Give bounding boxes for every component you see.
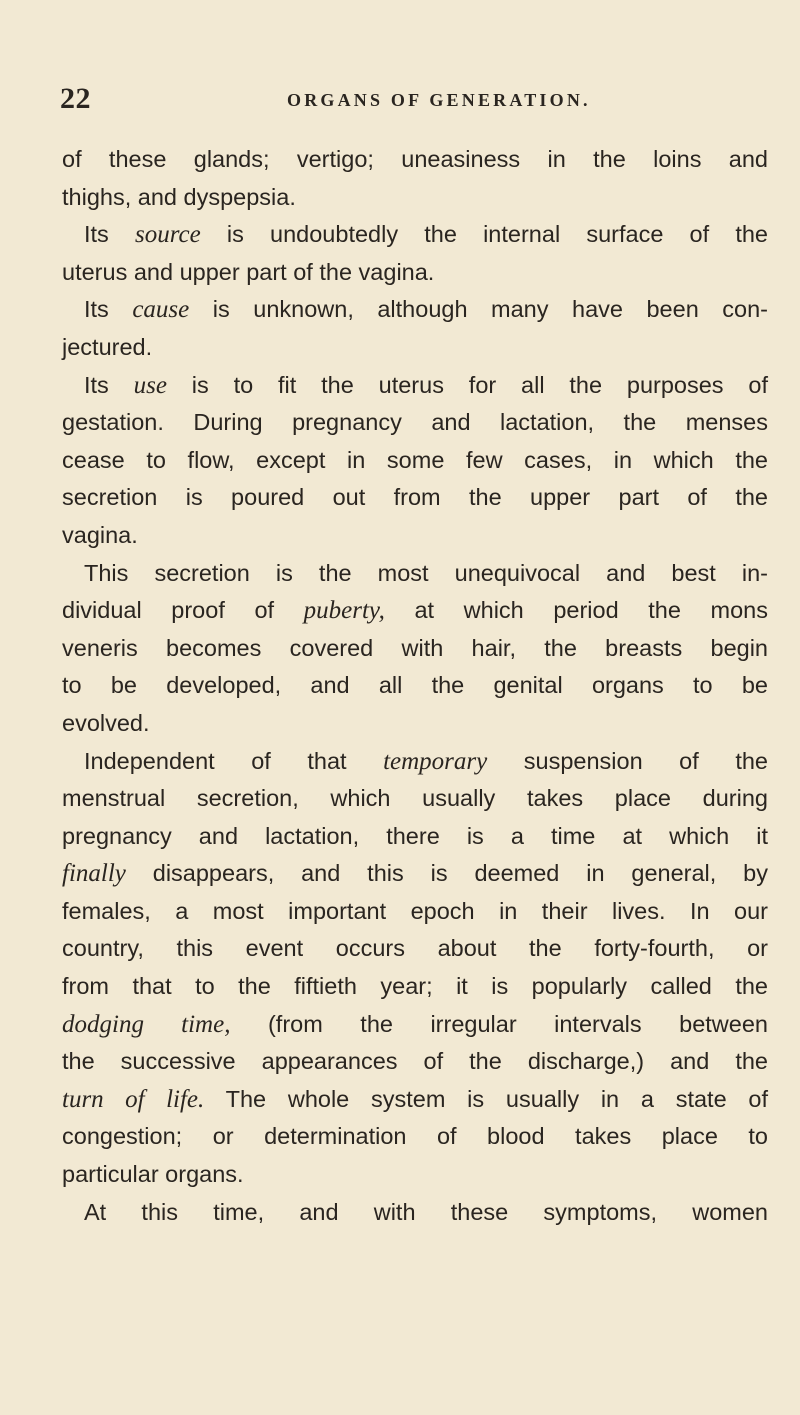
text-line: of these glands; vertigo; uneasiness in the loins and — [62, 146, 768, 172]
text-line: At this time, and with these symptoms, women — [84, 1198, 768, 1225]
italic-term: dodging time, — [62, 1010, 231, 1038]
text-line: country, this event occurs about the forty-fourth, or — [62, 935, 768, 962]
italic-term: cause — [132, 296, 190, 324]
text-line: from that to the fiftieth year; it is popularly called the — [62, 973, 768, 1000]
text-line: Independent of that temporary suspension of the — [84, 747, 768, 775]
text-line: Its source is undoubtedly the internal surface of the — [84, 221, 768, 249]
italic-term: turn of life. — [62, 1085, 205, 1113]
text-line: secretion is poured out from the upper part of the — [62, 484, 768, 511]
text-line: females, a most important epoch in their lives. In our — [62, 897, 768, 924]
running-head: ORGANS OF GENERATION. — [287, 90, 591, 110]
text-line: veneris becomes covered with hair, the breasts begin — [62, 634, 768, 661]
text-line: cease to flow, except in some few cases, in which the — [62, 446, 768, 473]
text-line: particular organs. — [62, 1161, 244, 1188]
italic-term: source — [134, 221, 201, 249]
page-number: 22 — [60, 82, 91, 115]
text-line: dividual proof of puberty, at which period the mons — [62, 597, 768, 625]
text-line: the successive appearances of the discharge,) and the — [62, 1048, 768, 1075]
text-line: congestion; or determination of blood takes place to — [62, 1123, 768, 1150]
italic-term: finally — [62, 860, 126, 888]
text-line: jectured. — [62, 333, 153, 360]
body-text — [62, 141, 768, 1231]
text-line: to be developed, and all the genital organs to be — [62, 672, 768, 699]
text-line: finally disappears, and this is deemed in general, by — [62, 860, 768, 888]
text-line: Its use is to fit the uterus for all the purposes of — [84, 371, 768, 399]
text-line: evolved. — [62, 709, 150, 736]
italic-term: use — [133, 371, 167, 399]
page-header — [60, 84, 768, 114]
text-line: turn of life. The whole system is usually in a state of — [62, 1085, 768, 1113]
text-line: menstrual secretion, which usually takes place during — [62, 785, 768, 812]
text-line: vagina. — [62, 521, 138, 548]
italic-term: temporary — [383, 747, 488, 775]
text-line: pregnancy and lactation, there is a time at which it — [62, 822, 768, 849]
text-line: uterus and upper part of the vagina. — [62, 258, 435, 285]
text-line: gestation. During pregnancy and lactation, the menses — [62, 409, 768, 436]
text-line: dodging time, (from the irregular intervals between — [62, 1010, 768, 1038]
italic-term: puberty, — [303, 597, 385, 625]
text-line: This secretion is the most unequivocal and best in- — [84, 559, 768, 586]
text-line: thighs, and dyspepsia. — [62, 183, 296, 210]
text-line: Its cause is unknown, although many have been con- — [84, 296, 768, 324]
